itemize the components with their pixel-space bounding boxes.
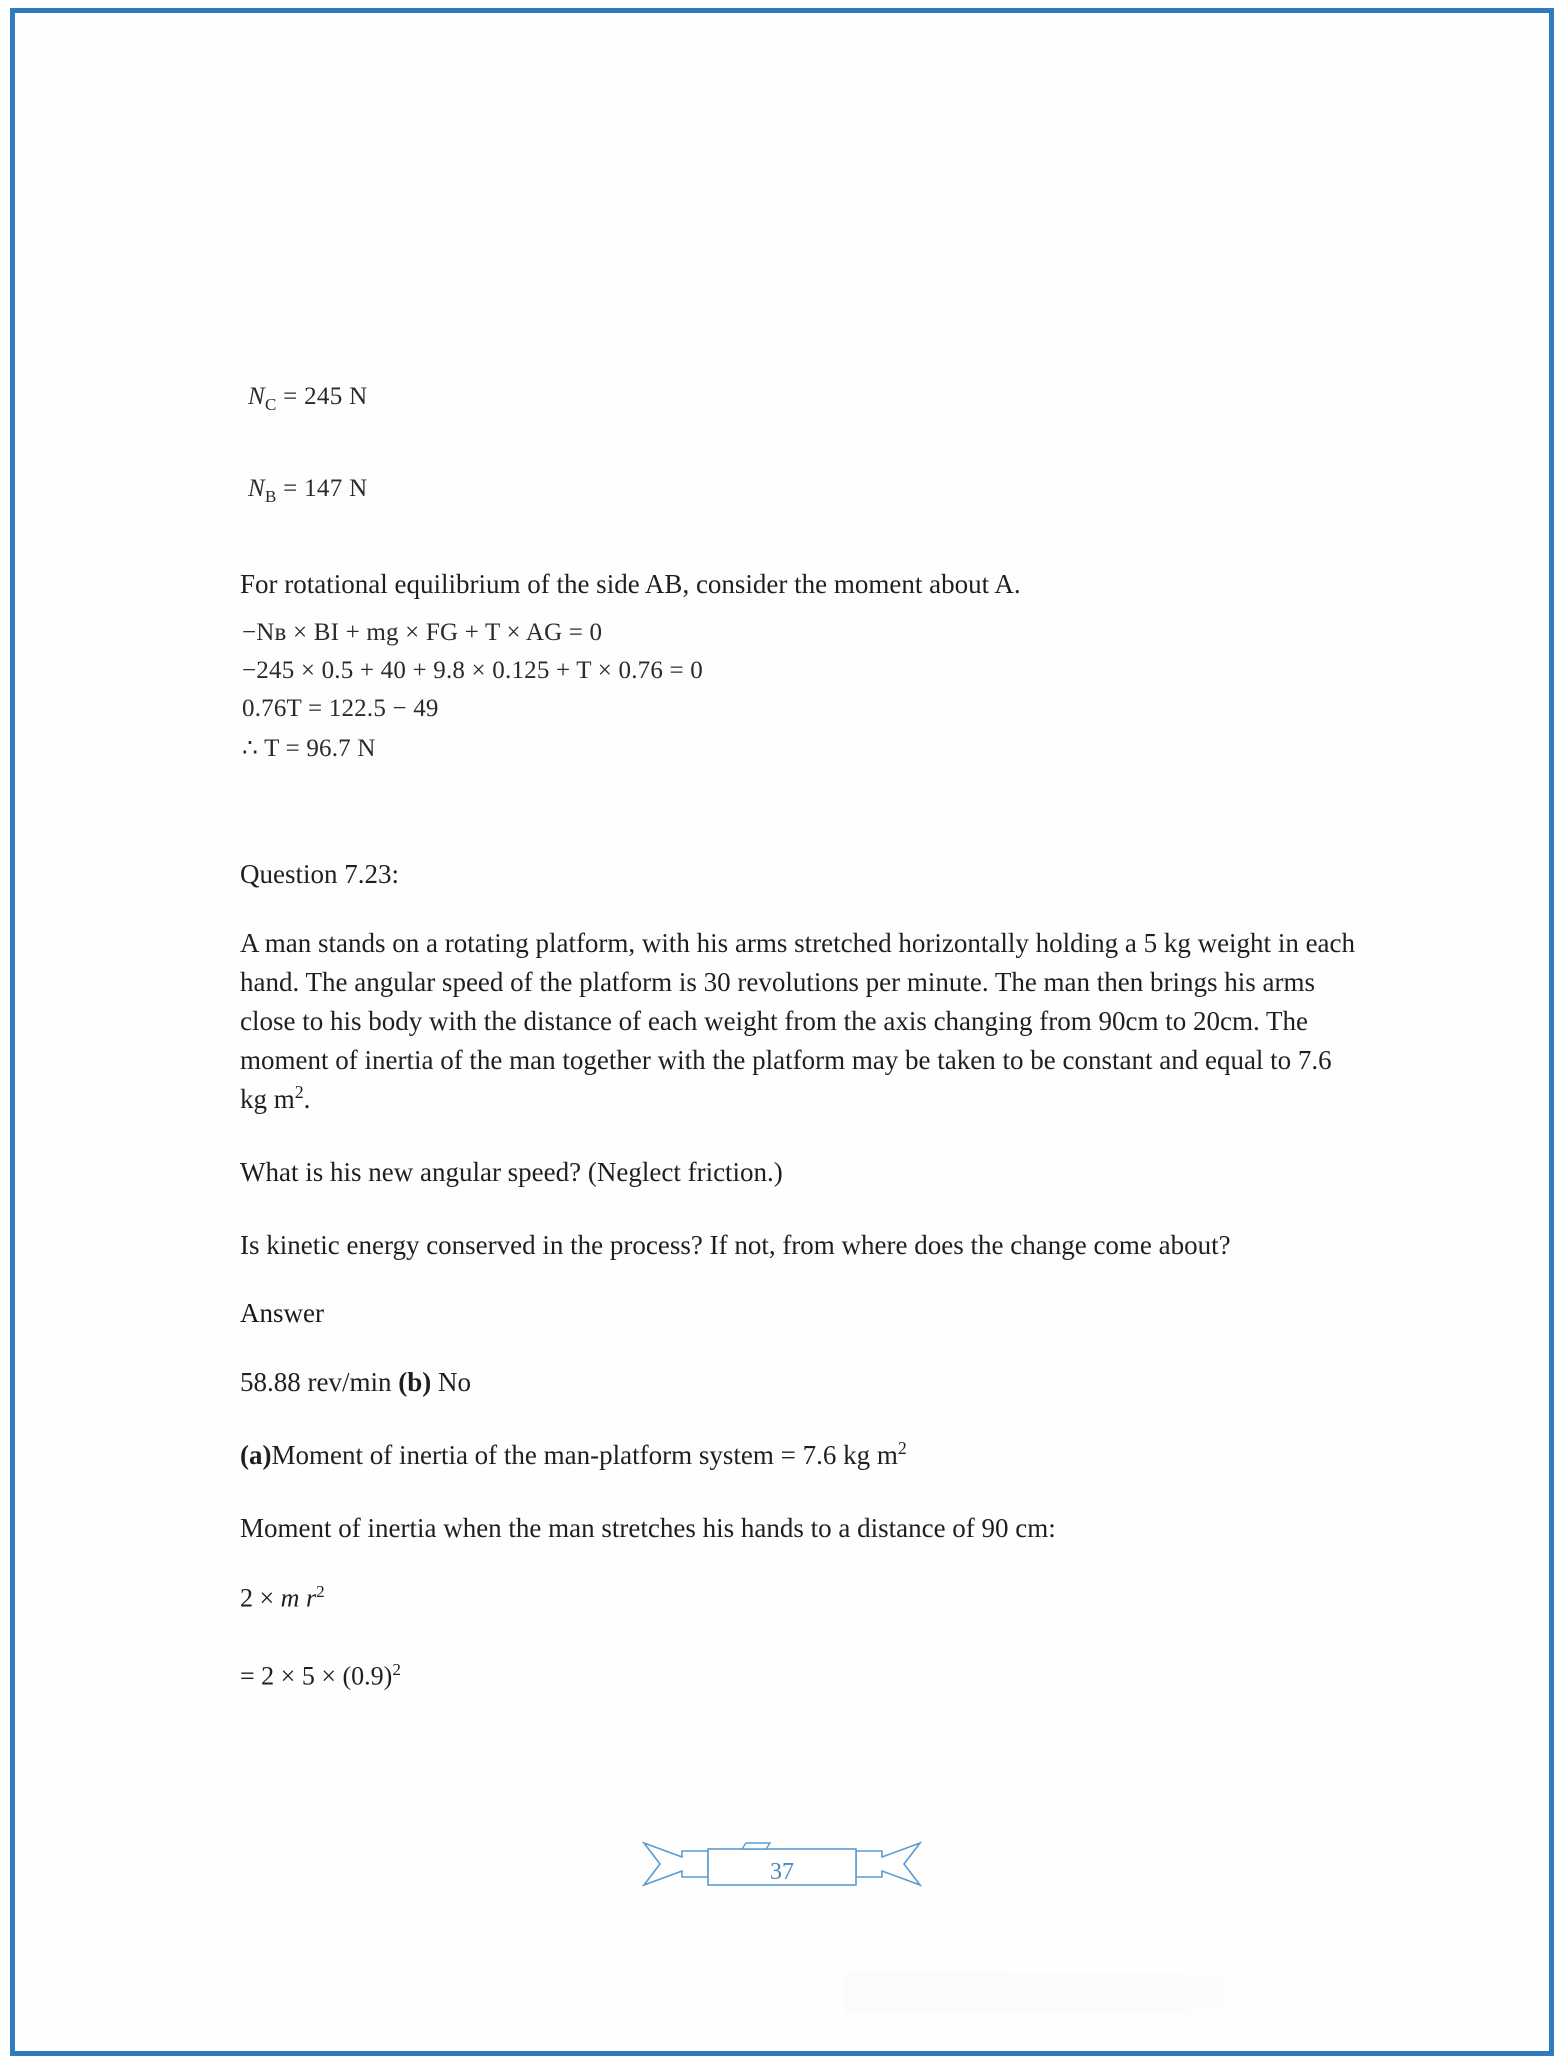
moment-of-inertia-stretched: Moment of inertia when the man stretches his hands to a distance of 90 cm: [240, 1513, 1056, 1544]
page-footer [15, 1833, 1549, 1903]
equation-nc [248, 383, 1360, 415]
question-part-b: Is kinetic energy conserved in the process? If not, from where does the change come about? [240, 1229, 1231, 1260]
section-spacer [240, 773, 1360, 859]
moment-of-inertia-text: Moment of inertia of the man-platform system = 7.6 kg m [271, 1440, 898, 1471]
question-label: Question 7.23: [240, 859, 399, 890]
document-content [240, 383, 1360, 1737]
equation-result-prefix: = 2 × 5 × (0.9) [240, 1661, 393, 1691]
answer-heading: Answer [240, 1298, 324, 1329]
answer-summary [240, 1363, 1360, 1402]
page-border [10, 8, 1554, 2056]
equation-nc-value: = 245 N [276, 383, 368, 410]
equation-2mr2-radius: r [299, 1583, 317, 1613]
moment-equation-4: ∴ T = 96.7 N [242, 735, 376, 763]
question-body-text: A man stands on a rotating platform, with his arms stretched horizontally holding a 5 kg weight in each hand. The angular speed of the platform is 30 revolutions per minute. The man then brings his arms close to his body with the distance of each weight from the axis changing from 90cm to 20cm. The moment of inertia of the man together with the platform may be taken to be constant and equal to 7.6 kg m [240, 928, 1356, 1114]
rotational-equilibrium-text: For rotational equilibrium of the side AB, consider the moment about A. [240, 569, 1021, 599]
ribbon-banner [642, 1833, 922, 1903]
part-a-label: (a) [240, 1440, 272, 1471]
page-canvas [15, 13, 1549, 2051]
moment-of-inertia-exponent: 2 [897, 1438, 907, 1459]
equation-nb [248, 475, 1360, 507]
equation-nb-variable: N [248, 475, 265, 502]
equation-result [240, 1660, 1360, 1692]
question-body-exponent: 2 [294, 1081, 304, 1102]
question-body [240, 924, 1360, 1118]
question-part-a: What is his new angular speed? (Neglect friction.) [240, 1156, 783, 1187]
moment-equation-2: −245 × 0.5 + 40 + 9.8 × 0.125 + T × 0.76 = 0 [242, 657, 703, 685]
question-body-tail: . [303, 1083, 311, 1114]
answer-value-a: 58.88 rev/min [240, 1367, 399, 1398]
equation-nb-value: = 147 N [276, 475, 368, 502]
equation-2mr2 [240, 1582, 1360, 1614]
answer-part-b-label: (b) [398, 1367, 432, 1398]
answer-value-b: No [431, 1367, 471, 1398]
moment-equation-3: 0.76T = 122.5 − 49 [242, 695, 439, 723]
moment-equation-1: −Nʙ × BI + mg × FG + T × AG = 0 [242, 619, 603, 647]
equation-nc-subscript: C [264, 395, 277, 414]
equation-2mr2-mass: m [280, 1583, 300, 1613]
scan-watermark [845, 1973, 1405, 2013]
equation-nc-variable: N [248, 383, 265, 410]
equation-result-exponent: 2 [392, 1659, 401, 1679]
equation-2mr2-exponent: 2 [316, 1582, 325, 1602]
page-number: 37 [770, 1859, 794, 1885]
moment-of-inertia-system [240, 1436, 1360, 1475]
equation-2mr2-prefix: 2 × [240, 1583, 281, 1613]
equation-nb-subscript: B [264, 487, 277, 506]
